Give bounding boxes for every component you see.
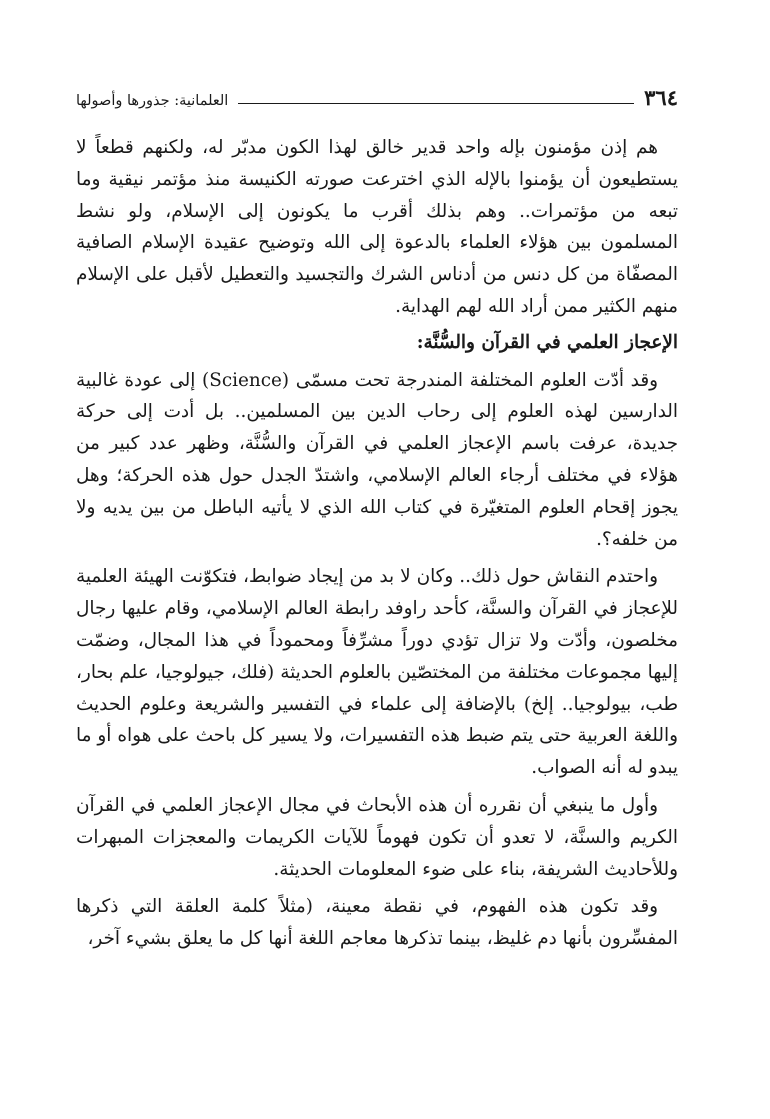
paragraph-1: هم إذن مؤمنون بإله واحد قدير خالق لهذا الكون مدبّر له، ولكنهم قطعاً لا يستطيعون أن يؤمنوا بالإله الذي اخترعت صورته الكنيسة منذ مؤتمر نيقية وما تبعه من مؤتمرات.. وهم بذلك أقرب ما يكونون إلى الإسلام، ولو نشط المسلمون بين هؤلاء العلماء بالدعوة إلى الله وتوضيح عقيدة الإسلام الصافية المصفّاة من كل دنس من أدناس الشرك والتجسيد والتعطيل لأقبل على الإسلام منهم الكثير ممن أراد الله لهم الهداية.: [76, 137, 678, 317]
body-text: [76, 132, 678, 955]
paragraph-5: وقد تكون هذه الفهوم، في نقطة معينة، (مثلاً كلمة العلقة التي ذكرها المفسِّرون بأنها دم غليظ، بينما تذكرها معاجم اللغة أنها كل ما يعلق بشيء آخر،: [76, 896, 678, 950]
header-rule: [238, 103, 634, 104]
running-title: العلمانية: جذورها وأصولها: [76, 92, 229, 109]
page-number: ٣٦٤: [644, 85, 678, 110]
running-header: [76, 80, 678, 108]
paragraph-3: واحتدم النقاش حول ذلك.. وكان لا بد من إيجاد ضوابط، فتكوّنت الهيئة العلمية للإعجاز في القرآن والسنَّة، كأحد راوفد رابطة العالم الإسلامي، وقام عليها رجال مخلصون، وأدّت ولا تزال تؤدي دوراً مشرِّفاً ومحموداً في هذا المجال، وضمّت إليها مجموعات مختلفة من المختصّين بالعلوم الحديثة (فلك، جيولوجيا، علم بحار، طب، بيولوجيا.. إلخ) بالإضافة إلى علماء في التفسير والشريعة وعلوم الحديث واللغة العربية حتى يتم ضبط هذه التفسيرات، ولا يسير كل باحث على هواه أو ما يبدو له أنه الصواب.: [76, 566, 678, 779]
book-page: [76, 80, 678, 955]
section-heading: الإعجاز العلمي في القرآن والسُّنَّة:: [416, 331, 678, 353]
paragraph-4: وأول ما ينبغي أن نقرره أن هذه الأبحاث في مجال الإعجاز العلمي في القرآن الكريم والسنَّة، لا تعدو أن تكون فهوماً للآيات الكريمات والمعجزات المبهرات وللأحاديث الشريفة، بناء على ضوء المعلومات الحديثة.: [76, 794, 678, 880]
paragraph-2: وقد أدّت العلوم المختلفة المندرجة تحت مسمّى (Science) إلى عودة غالبية الدارسين لهذه العلوم إلى رحاب الدين بين المسلمين.. بل أدت إلى حركة جديدة، عرفت باسم الإعجاز العلمي في القرآن والسُّنَّة، وظهر عدد كبير من هؤلاء في مختلف أرجاء العالم الإسلامي، واشتدّ الجدل حول هذه الحركة؛ وهل يجوز إقحام العلوم المتغيّرة في كتاب الله الذي لا يأتيه الباطل من بين يديه ولا من خلفه؟.: [76, 369, 678, 550]
